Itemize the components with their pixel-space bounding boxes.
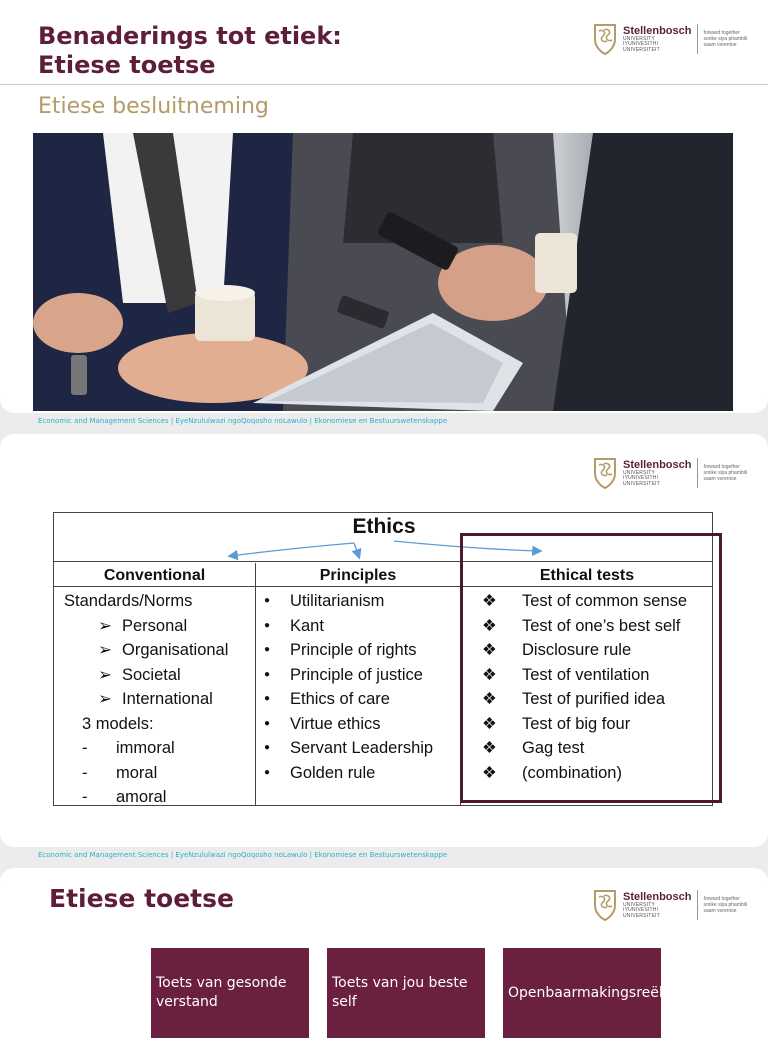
list-item: ● Kant [264, 614, 433, 639]
header-conventional: Conventional [103, 567, 206, 584]
university-logo [592, 23, 747, 55]
list-item: ● Utilitarianism [264, 589, 433, 614]
dot-bullet-icon: ● [264, 742, 271, 753]
diamond-bullet-icon: ❖ [482, 665, 497, 684]
dot-bullet-icon: ● [264, 668, 271, 680]
crest-icon [592, 23, 618, 55]
card-disclosure-rule[interactable]: Openbaarmakingsreël [503, 948, 661, 1038]
crest-icon [592, 457, 618, 489]
list-item: 3 models: [82, 714, 154, 733]
diamond-bullet-icon: ❖ [482, 592, 497, 610]
diamond-bullet-icon: ❖ [482, 690, 497, 708]
crest-icon [592, 889, 618, 921]
list-item: ➢ Organisational [64, 638, 228, 663]
logo-wordmark: Stellenbosch UNIVERSITY IYUNIVESITHI UNIVERSITEIT [623, 890, 692, 919]
diamond-bullet-icon: ❖ [482, 739, 497, 757]
card-best-self-test[interactable]: Toets van jou beste self [327, 948, 485, 1038]
logo-divider [697, 890, 698, 920]
logo-tagline: forward together sonke siya phambili saam vorentoe [703, 896, 748, 914]
arrow-bullet-icon: ➢ [98, 641, 112, 659]
list-item: - moral [64, 761, 228, 786]
list-item: - immoral [64, 736, 228, 761]
dot-bullet-icon: ● [264, 619, 271, 631]
dash-bullet-icon: - [82, 763, 88, 782]
slide-title [38, 22, 342, 80]
header-ethical-tests: Ethical tests [539, 567, 635, 584]
arrow-principles [354, 543, 359, 557]
title-line-1: Benaderings tot etiek: [38, 22, 342, 50]
list-item: ❖ Test of ventilation [482, 663, 687, 688]
logo-divider [697, 458, 698, 488]
slide-ethical-tests [0, 868, 768, 1038]
arrow-conventional [230, 543, 354, 556]
diamond-bullet-icon: ❖ [482, 763, 497, 782]
list-item: ❖ Test of common sense [482, 589, 687, 614]
card-common-sense-test[interactable]: Toets van gesonde verstand [151, 948, 309, 1038]
ethical-tests-highlight-box [460, 533, 722, 803]
arrow-bullet-icon: ➢ [98, 616, 112, 635]
dot-bullet-icon: ● [264, 766, 271, 778]
list-item: ● Servant Leadership [264, 736, 433, 761]
slide-footer: Economic and Management Sciences | EyeNzululwazi ngoQoqosho noLawulo | Ekonomiese en Bestuurswetenskappe [38, 851, 448, 859]
dot-bullet-icon: ● [264, 717, 271, 729]
dot-bullet-icon: ● [264, 644, 271, 655]
list-item: ❖ Test of one’s best self [482, 614, 687, 639]
logo-tagline: forward together sonke siya phambili saam vorentoe [703, 30, 748, 48]
slide-title: Etiese toetse [49, 884, 234, 913]
list-item: ● Principle of rights [264, 638, 433, 663]
dash-bullet-icon: - [82, 739, 88, 757]
list-item: ● Principle of justice [264, 663, 433, 688]
university-logo [592, 457, 747, 489]
dash-bullet-icon: - [82, 788, 88, 806]
logo-tagline: forward together sonke siya phambili saam vorentoe [703, 464, 748, 482]
title-line-2: Etiese toetse [38, 51, 216, 79]
list-item: ❖ (combination) [482, 761, 687, 786]
diamond-bullet-icon: ❖ [482, 714, 497, 733]
dot-bullet-icon: ● [264, 693, 271, 704]
logo-wordmark: Stellenbosch UNIVERSITY IYUNIVESITHI UNIVERSITEIT [623, 24, 692, 53]
slide-subtitle: Etiese besluitneming [38, 94, 269, 119]
list-item: ● Golden rule [264, 761, 433, 786]
logo-wordmark: Stellenbosch UNIVERSITY IYUNIVESITHI UNIVERSITEIT [623, 458, 692, 487]
diamond-bullet-icon: ❖ [482, 616, 497, 635]
header-principles: Principles [319, 567, 397, 584]
dot-bullet-icon: ● [264, 595, 271, 606]
arrow-bullet-icon: ➢ [98, 690, 112, 708]
list-item: ❖ Disclosure rule [482, 638, 687, 663]
list-item: ➢ International [64, 687, 228, 712]
list-item: ➢ Personal [64, 614, 228, 639]
principles-list [264, 589, 433, 785]
list-item: ● Virtue ethics [264, 712, 433, 737]
list-item: Standards/Norms [64, 592, 193, 610]
logo-divider [697, 24, 698, 54]
ethics-table-title: Ethics [352, 515, 416, 538]
university-logo [592, 889, 747, 921]
title-divider [0, 84, 768, 85]
list-item: ● Ethics of care [264, 687, 433, 712]
conventional-list [64, 589, 228, 810]
list-item: ❖ Test of purified idea [482, 687, 687, 712]
diamond-bullet-icon: ❖ [482, 641, 497, 659]
slide-ethical-decision-making [0, 0, 768, 425]
slide-ethics-overview [0, 434, 768, 859]
column-divider [255, 563, 256, 805]
list-item: ➢ Societal [64, 663, 228, 688]
list-item: - amoral [64, 785, 228, 810]
arrow-bullet-icon: ➢ [98, 665, 112, 684]
list-item: ❖ Gag test [482, 736, 687, 761]
list-item: ❖ Test of big four [482, 712, 687, 737]
slide-footer: Economic and Management Sciences | EyeNzululwazi ngoQoqosho noLawulo | Ekonomiese en Bestuurswetenskappe [38, 417, 448, 425]
business-meeting-photo [33, 133, 733, 411]
